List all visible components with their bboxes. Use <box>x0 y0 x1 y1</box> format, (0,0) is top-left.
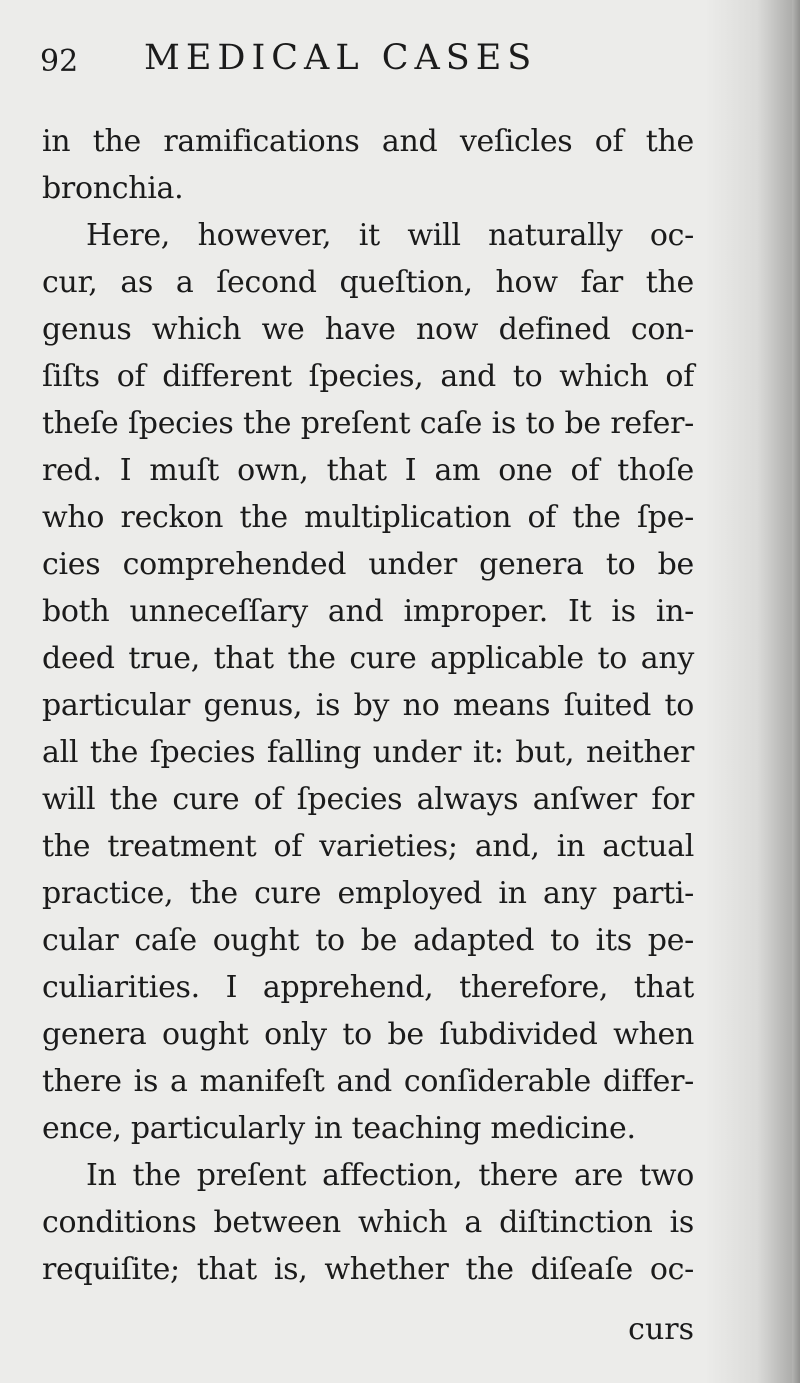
text-line: bronchia. <box>42 171 184 206</box>
text-line: Here, however, it will naturally oc- <box>86 218 694 253</box>
text-line: practice, the cure employed in any parti- <box>42 876 694 911</box>
page-number: 92 <box>40 44 79 79</box>
page-gutter-shadow <box>705 0 800 1383</box>
text-line: will the cure of ſpecies always anſwer for <box>42 782 694 817</box>
text-line: cur, as a ſecond queſtion, how far the <box>42 265 694 300</box>
text-line: all the ſpecies falling under it: but, neither <box>42 735 694 770</box>
text-line: genera ought only to be ſubdivided when <box>42 1017 694 1052</box>
page-edge <box>792 0 800 1383</box>
catchword: curs <box>628 1312 694 1347</box>
text-line: In the preſent affection, there are two <box>86 1158 694 1193</box>
text-line: particular genus, is by no means ſuited to <box>42 688 694 723</box>
text-line: ence, particularly in teaching medicine. <box>42 1111 636 1146</box>
text-line: there is a manifeſt and conſiderable differ- <box>42 1064 694 1099</box>
text-line: the treatment of varieties; and, in actual <box>42 829 694 864</box>
text-line: genus which we have now defined con- <box>42 312 694 347</box>
text-line: theſe ſpecies the preſent caſe is to be refer- <box>42 406 694 441</box>
text-line: red. I muſt own, that I am one of thoſe <box>42 453 694 488</box>
text-line: cular caſe ought to be adapted to its pe- <box>42 923 694 958</box>
text-line: culiarities. I apprehend, therefore, that <box>42 970 694 1005</box>
text-line: cies comprehended under genera to be <box>42 547 694 582</box>
text-line: who reckon the multiplication of the ſpe- <box>42 500 694 535</box>
running-head <box>40 36 640 80</box>
text-line: deed true, that the cure applicable to any <box>42 641 694 676</box>
text-line: in the ramifications and veſicles of the <box>42 124 694 159</box>
text-line: requiſite; that is, whether the diſeaſe oc- <box>42 1252 694 1287</box>
running-title: MEDICAL CASES <box>144 38 538 78</box>
text-line: both unneceſſary and improper. It is in- <box>42 594 694 629</box>
text-line: conditions between which a diſtinction is <box>42 1205 694 1240</box>
text-line: ſiſts of different ſpecies, and to which of <box>42 359 694 394</box>
